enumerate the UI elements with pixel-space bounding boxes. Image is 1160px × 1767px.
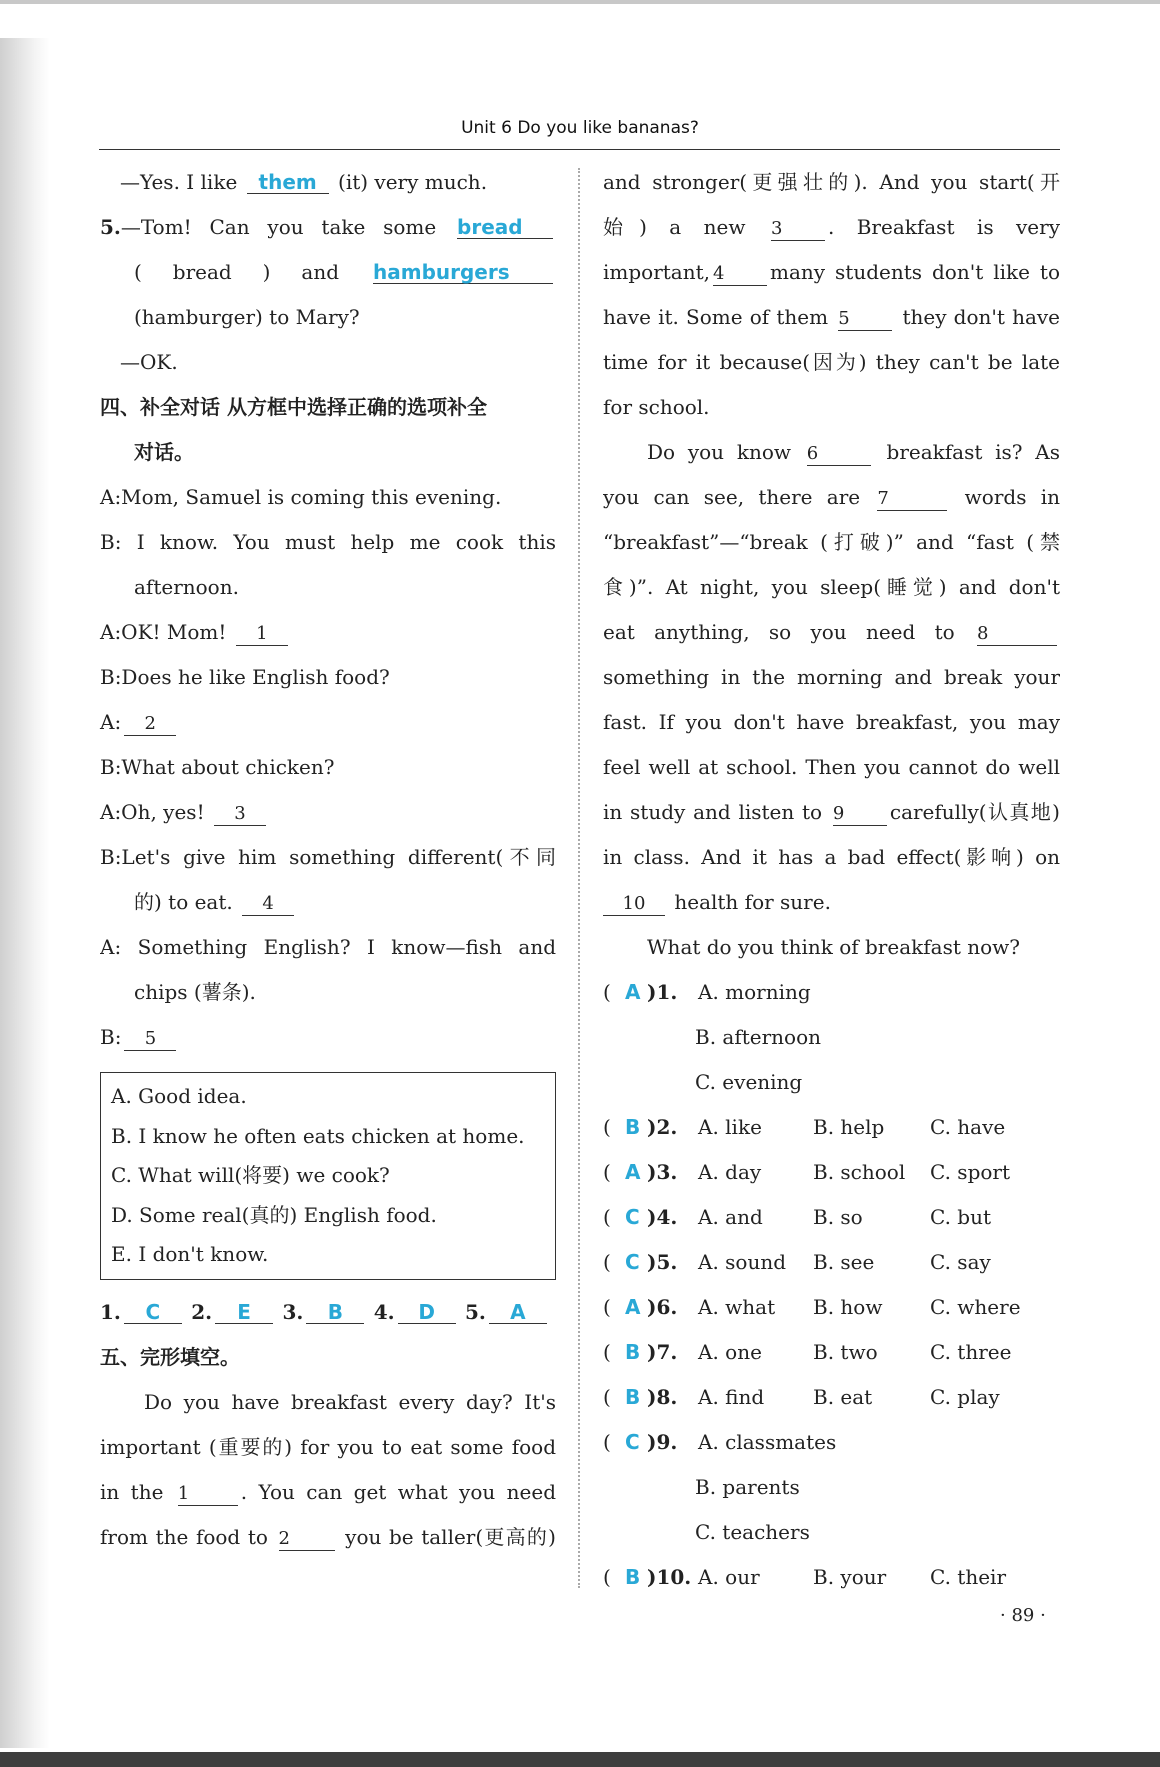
answer-blank: A — [489, 1301, 547, 1324]
passage-line: something in the morning and break your — [603, 665, 1060, 689]
text-line: —OK. — [120, 350, 178, 374]
passage-line: in study and listen to 9 carefully(认真地) — [603, 800, 1060, 824]
cloze-question: ( A )6. A. what B. how C. where — [603, 1295, 1021, 1319]
passage-line: you can see, there are 7 words in — [603, 485, 1060, 509]
text-line: (hamburger) to Mary? — [134, 305, 360, 329]
option-item: E. I don't know. — [111, 1242, 269, 1266]
dialog-line: A:Oh, yes! 3 — [100, 790, 556, 835]
bottom-edge — [0, 1752, 1160, 1767]
text-line: 5.—Tom! Can you take some bread — [100, 205, 556, 250]
passage-line: Do you know 6 breakfast is? As — [647, 440, 1060, 464]
passage-line: have it. Some of them 5 they don't have — [603, 305, 1060, 329]
passage-line: 始) a new 3 . Breakfast is very — [603, 215, 1060, 239]
section-heading: 四、补全对话 从方框中选择正确的选项补全 — [100, 395, 487, 419]
answer-blank: 3 — [771, 216, 825, 241]
header-rule — [99, 149, 1060, 150]
cloze-question: ( B )2. A. like B. help C. have — [603, 1115, 1006, 1139]
dialog-line: B:Does he like English food? — [100, 665, 390, 689]
cloze-question: ( A )3. A. day B. school C. sport — [603, 1160, 1011, 1184]
answer-blank: 8 — [977, 621, 1057, 646]
top-edge — [0, 0, 1160, 4]
passage-line: in class. And it has a bad effect(影响) on — [603, 845, 1060, 869]
dialog-line: B: 5 — [100, 1015, 556, 1060]
answer-blank: 7 — [877, 486, 947, 511]
running-header: Unit 6 Do you like bananas? — [461, 118, 699, 138]
answer-blank: 5 — [838, 306, 892, 331]
dialog-line: 的) to eat. 4 — [100, 880, 556, 925]
option-item: A. Good idea. — [111, 1084, 247, 1108]
options-box — [100, 1072, 556, 1280]
cloze-question: ( B )8. A. find B. eat C. play — [603, 1385, 1000, 1409]
passage-line: important (重要的) for you to eat some food — [100, 1434, 556, 1459]
dialog-line: B: I know. You must help me cook this — [100, 530, 556, 554]
passage-line: for school. — [603, 395, 710, 419]
section-heading: 对话。 — [134, 440, 194, 464]
cloze-question: ( A )1. A. morning — [603, 980, 811, 1004]
answer-blank: 2 — [279, 1526, 335, 1551]
passage-line: from the food to 2 you be taller(更高的) — [100, 1524, 556, 1549]
passage-line: 10 health for sure. — [603, 880, 1060, 925]
passage-line: feel well at school. Then you cannot do well — [603, 755, 1060, 779]
answer-blank: B — [306, 1301, 364, 1324]
answer-blank: C — [124, 1301, 182, 1324]
answer-blank: 4 — [713, 261, 767, 286]
cloze-question: ( C )5. A. sound B. see C. say — [603, 1250, 991, 1274]
passage-line: and stronger(更强壮的). And you start(开 — [603, 170, 1060, 194]
option-item: C. What will(将要) we cook? — [111, 1163, 390, 1187]
answer-blank: 10 — [603, 891, 665, 916]
dialog-line: chips (薯条). — [134, 980, 256, 1004]
answer-blank: D — [398, 1301, 456, 1324]
passage-line: “breakfast”—“break (打破)” and “fast (禁 — [603, 530, 1060, 554]
answer-blank: 1 — [236, 621, 288, 646]
cloze-question: ( C )4. A. and B. so C. but — [603, 1205, 992, 1229]
right-column — [603, 160, 1060, 1600]
text-line: —Yes. I like them (it) very much. — [120, 170, 488, 194]
answer-row: 1. C 2. E 3. B 4. D 5. A — [100, 1290, 556, 1335]
answer-blank: 3 — [214, 801, 266, 826]
option-item: D. Some real(真的) English food. — [111, 1202, 437, 1227]
passage-line: time for it because(因为) they can't be late — [603, 350, 1060, 374]
left-column — [100, 160, 556, 1560]
answer-blank: E — [215, 1301, 273, 1324]
page-number: · 89 · — [1000, 1605, 1046, 1626]
cloze-option: C. teachers — [695, 1520, 810, 1544]
answer-blank: hamburgers — [373, 261, 553, 284]
passage-line: fast. If you don't have breakfast, you may — [603, 710, 1060, 734]
dialog-line: B:What about chicken? — [100, 755, 335, 779]
dialog-line: A:OK! Mom! 1 — [100, 610, 556, 655]
cloze-option: B. parents — [695, 1475, 800, 1499]
cloze-option: B. afternoon — [695, 1025, 822, 1049]
option-item: B. I know he often eats chicken at home. — [111, 1123, 525, 1148]
answer-blank: 2 — [124, 711, 176, 736]
dialog-line: B:Let's give him something different(不同 — [100, 845, 556, 869]
cloze-question: ( B )7. A. one B. two C. three — [603, 1340, 1012, 1364]
page-binding-shadow — [0, 38, 50, 1748]
answer-blank: bread — [457, 216, 553, 239]
answer-blank: 5 — [124, 1026, 176, 1051]
cloze-option: C. evening — [695, 1070, 803, 1094]
passage-line: What do you think of breakfast now? — [647, 935, 1020, 959]
dialog-line: A: 2 — [100, 700, 556, 745]
passage-line: 食)”. At night, you sleep(睡觉) and don't — [603, 575, 1060, 599]
answer-blank: 1 — [178, 1481, 238, 1506]
cloze-question: ( C )9. A. classmates — [603, 1430, 837, 1454]
passage-line: eat anything, so you need to 8 — [603, 610, 1060, 655]
dialog-line: afternoon. — [134, 575, 239, 599]
passage-line: in the 1 . You can get what you need — [100, 1479, 556, 1504]
answer-blank: 6 — [807, 441, 871, 466]
answer-blank: 4 — [242, 891, 294, 916]
cloze-question: ( B )10. A. our B. your C. their — [603, 1565, 1007, 1589]
answer-blank: them — [247, 171, 329, 194]
answer-blank: 9 — [833, 801, 887, 826]
passage-line: important, 4 many students don't like to — [603, 260, 1060, 284]
dialog-line: A:Mom, Samuel is coming this evening. — [100, 485, 502, 509]
text-line: ( bread ) and hamburgers — [100, 250, 556, 295]
dialog-line: A: Something English? I know—fish and — [100, 935, 556, 959]
section-heading: 五、完形填空。 — [100, 1344, 240, 1369]
passage-line: Do you have breakfast every day? It's — [144, 1389, 556, 1414]
column-divider — [578, 168, 580, 1588]
